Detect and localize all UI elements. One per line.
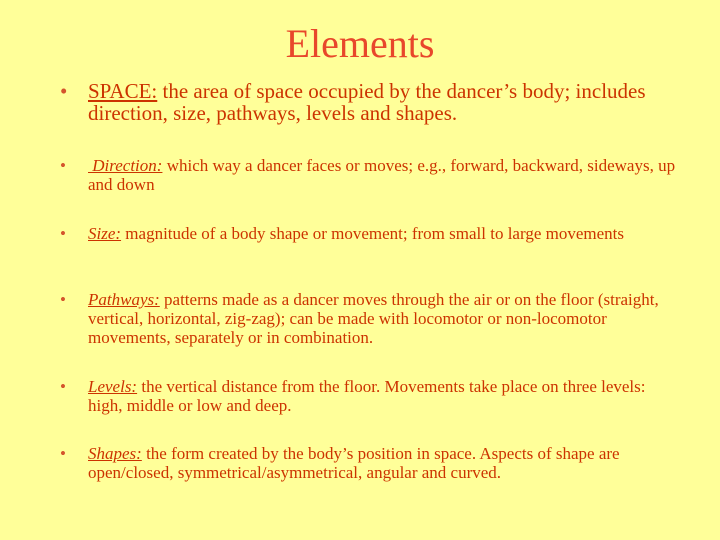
bullet-description: the form created by the body’s position in space. Aspects of shape are open/closed, symmetrical/asymmetrical, angular and curved. — [88, 444, 620, 482]
bullet-term: Size: — [88, 224, 122, 243]
slide-title: Elements — [285, 21, 435, 66]
bullet-term: Direction: — [88, 156, 163, 175]
bullet-term: SPACE: — [88, 79, 158, 103]
bullet-marker: • — [60, 224, 66, 243]
bullet-term: Levels: — [88, 377, 138, 396]
bullet-text — [88, 377, 680, 415]
bullet-text — [88, 224, 680, 243]
bullet-description: the vertical distance from the floor. Movements take place on three levels: high, middle or low and deep. — [88, 377, 646, 415]
bullet-term: Pathways: — [88, 290, 160, 309]
bullet-text — [88, 444, 680, 482]
bullet-text — [88, 80, 680, 124]
bullet-description: magnitude of a body shape or movement; from small to large movements — [121, 224, 625, 243]
bullet-text — [88, 156, 680, 194]
bullet-marker: • — [60, 377, 66, 396]
bullet-description: which way a dancer faces or moves; e.g., forward, backward, sideways, up and down — [88, 156, 676, 194]
bullet-text — [88, 290, 680, 347]
bullet-description: patterns made as a dancer moves through the air or on the floor (straight, vertical, horizontal, zig-zag); can be made with locomotor or non-locomotor movements, separately or in combination. — [88, 290, 659, 347]
bullet-marker: • — [60, 444, 66, 463]
bullet-term: Shapes: — [88, 444, 142, 463]
bullet-marker: • — [60, 156, 66, 175]
bullet-description: the area of space occupied by the dancer’s body; includes direction, size, pathways, levels and shapes. — [88, 79, 646, 125]
bullet-marker: • — [60, 290, 66, 309]
bullet-marker: • — [60, 79, 68, 103]
